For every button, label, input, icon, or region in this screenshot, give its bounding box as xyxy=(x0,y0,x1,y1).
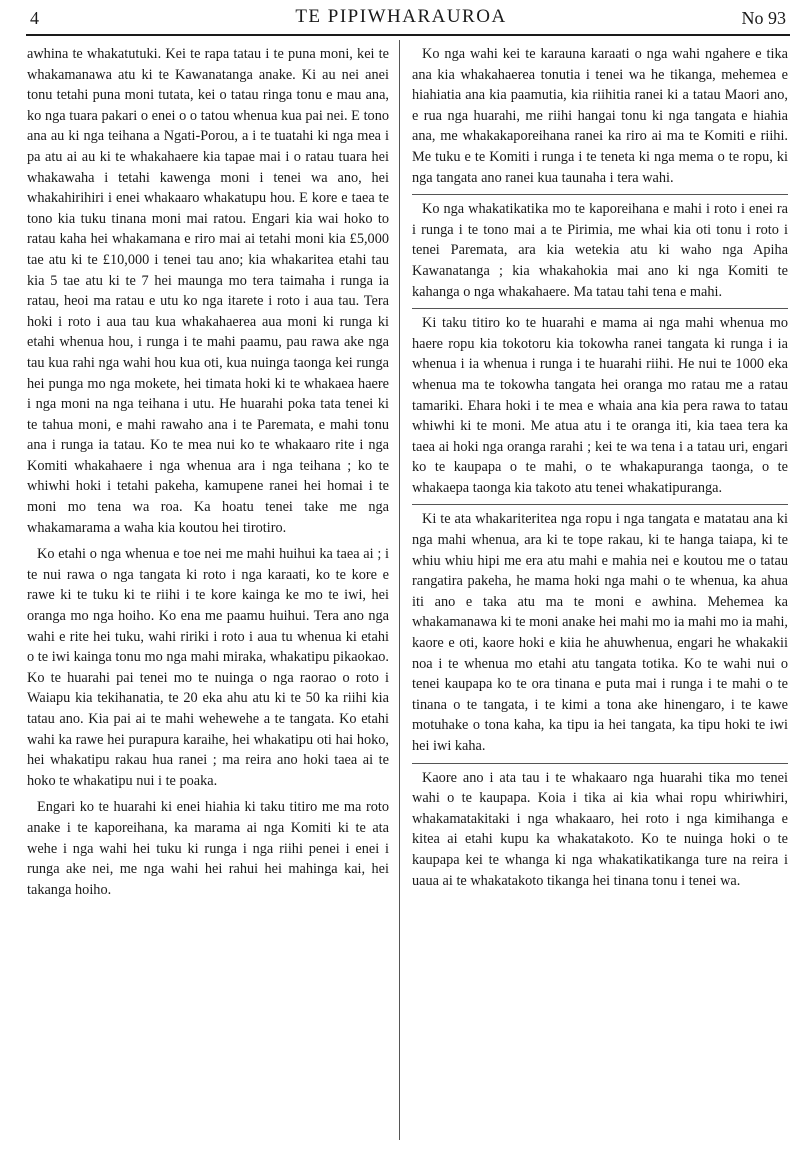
column-divider xyxy=(399,40,400,1140)
paragraph: Engari ko te huarahi ki enei hiahia ki taku titiro me ma roto anake i te kaporeihana, ka marama ai nga Komiti ki te ata wehe i nga wahi hei tuku ki runga i nga riihi penei i enei i runga ake nei, me nga wahi hei rahui hei mahinga kai, hei takanga hoiho. xyxy=(27,799,389,898)
paragraph: Ko etahi o nga whenua e toe nei me mahi huihui ka taea ai ; i te nui rawa o nga tangata ki roto i nga karaati, ko te kore e rawe ki te tuku ki te riihi i te kore kainga ke mo te iwi, hei oranga mo nga hoiho. Ko ena me paamu huihui. Tera ano nga wahi e rite hei tuku, wahi ririki i roto i aua tu whenua ki etahi o te iwi kainga tonu mo nga mahi miraka, whakatipu pikaokao. Ko te huarahi pai tenei mo te nuinga o nga raorao o roto i Waiapu kia tekihanatia, te 20 eka ahu atu ki te 50 ka riihi kia tatau ano. Kia pai ai te mahi wehewehe a te tangata. Ko etahi wahi ka rawe hei purapura karaihe, hei whakatipu oti hai hoko, hei whakatipu rakau hua ranei ; ma reira ano hoki taea ai te hoko te whakatipu nui i te poaka. xyxy=(27,546,389,789)
paragraph: Kaore ano i ata tau i te whakaaro nga huarahi tika mo tenei wahi o te kaupapa. Koia i tika ai kia whai ropu whiriwhiri, whakamatakitaki i nga whakaaro, hei roto i nga kimihanga e kitea ai etahi kupu ka whakatakoto. Ko te nuinga hoki o te kaupapa kei te whanga ki nga whakatikatikanga ture na reira i uaua ai te whakatakoto tikanga hei tinana tonu i tenei wa. xyxy=(412,763,788,892)
page-number: 4 xyxy=(30,8,39,28)
paragraph: awhina te whakatutuki. Kei te rapa tatau i te puna moni, kei te whakamanawa atu ki te Kawanatanga anake. Ki au nei anei tonu tetahi puna moni tutata, kei o tatau ringa tonu e mau ana, ko nga tuara pakari o enei o o tatou whenua kua pai nei. E tono ana au ki nga teihana a Ngati-Porou, a i te tuatahi ki nga mea i pa atu ai au ki te whakahaere kia tapae mai i o ratau tuara hei whakawaha i tetahi kawenga moni i tenei wa ano, hei whakahirihiri i enei whakaaro whakatupu hou. E kore e taea te tono kia tuku tinana moni mai ratou. Engari kia wai hoko to ratau kaha hei whakamana e riro mai ai tetahi moni kia £5,000 tae atu ki te £10,000 i tenei tau ano; kia whakaritea etahi tau kia 5 tae atu ki te 7 hei maunga mo tera taimaha i runga ia ratau, heoi ma ratau e utu ko nga itarete i roto i aua tau. Tera hoki i roto i aua tau kua whakahaerea aua moni ki runga ki etahi whenua hou, i runga i te mahi paamu, pau rawa ake nga tau kua rahi nga wahi hou kua oti, kua nuinga taonga kei runga hei punga mo nga mokete, hei timata hoki ki te whakaea haere i nga moni na nga teihana i utu. He huarahi poka tata tenei ki te tahua moni, e mahi rawahо ana i te Paremata, e mahi tonu ana i runga ia tatau. Ko te mea nui ko te whakaaro rite i nga Komiti whakahaere i nga whenua ara i nga teihana ; ko te whiwhi hoki i tetahi pakeha, kamupene ranei hei homai i te moni mo tena wa roa. Ka hoatu tenei take me nga whakamarama a waha kia koutou hei tirotiro. xyxy=(27,46,389,536)
right-column xyxy=(412,44,788,897)
page-header xyxy=(0,0,802,40)
paragraph: Ki taku titiro ko te huarahi e mama ai nga mahi whenua mo haere ropu kia tokotoru kia tokowha ranei tangata ki runga i ia whenua i ia whenua i runga i te huarahi riihi. He nui te 1000 eka whenua ma te tokowha tangata hei oranga mo ratau me a ratau tamariki. Ehara hoki i te mea e whaia ana kia pera rawa to tatau whiwhi ki te moni. Me atua atu i te oranga iti, kia taea tera ka taea ai hoki nga oranga rarahi ; kei te wa tena i a tatau uri, engari ko te kaupapa o te mahi, o te whakapuranga taonga, o te whakaepa taonga kia takoto atu tenei whakatipuranga. xyxy=(412,308,788,498)
left-column xyxy=(27,44,389,906)
publication-title: TE PIPIWHARAUROA xyxy=(295,6,507,27)
header-rule xyxy=(26,34,790,36)
paragraph: Ko nga whakatikatika mo te kaporeihana e mahi i roto i enei ra i runga i te tono mai a te Pirimia, me whai kia oti tonu i roto i tenei Paremata, ara kia wetekia atu ki waho nga Apiha Kawanatanga ; kia whakahokia mai ano ki nga Komiti te kahanga o nga whakahaere. Ma tatau tahi tena e mahi. xyxy=(412,194,788,302)
issue-number: No 93 xyxy=(741,8,786,28)
paragraph: Ki te ata whakariteritea nga ropu i nga tangata e matatau ana ki nga mahi whenua, ara ki te tope rakau, ki te hanga taiapa, ki te whiu whiu hipi me era atu mahi e mahia nei e koutou me o tatau rangatira pakeha, he mama hoki nga mahi o te whenua, ka ahua iti ano e taka atu ma te moni e awhina. Mehemea ka whakamanawa ki te moni anake hei mahi mo ia mahi mo ia mahi, kaore e oti, kaore hoki e kiia he ahuwhenua, engari he whakakii noa i te whenua mo etahi atu tangata totika. Ko te wahi nui o tenei kaupapa ko te ora tinana e puta mai i runga i te mahi o te tinana o te tangata, i te kimi a tona ake hinengaro, i te kawe motuhake o tona kaha, ka tipu ia hei tangata, ka tipu hoki te iwi hei iwi kaha. xyxy=(412,504,788,756)
paragraph: Ko nga wahi kei te karauna karaati o nga wahi ngahere e tika ana kia whakahaerea tonutia i tenei wa he tikanga, mehemea e hiahiatia ana kia paamutia, kia riihitia ranei ki a tatau Maori ano, e rua nga huarahi, me riihi hangai tonu ki nga tangata e hiahia ana, me whakakaporeihana ranei ka riro ai ma te Komiti e riihi. Me tuku e te Komiti i runga i te teneta ki nga mema o te ropu, ki nga tangata ano ranei kua taunaha i tera wahi. xyxy=(412,46,788,186)
